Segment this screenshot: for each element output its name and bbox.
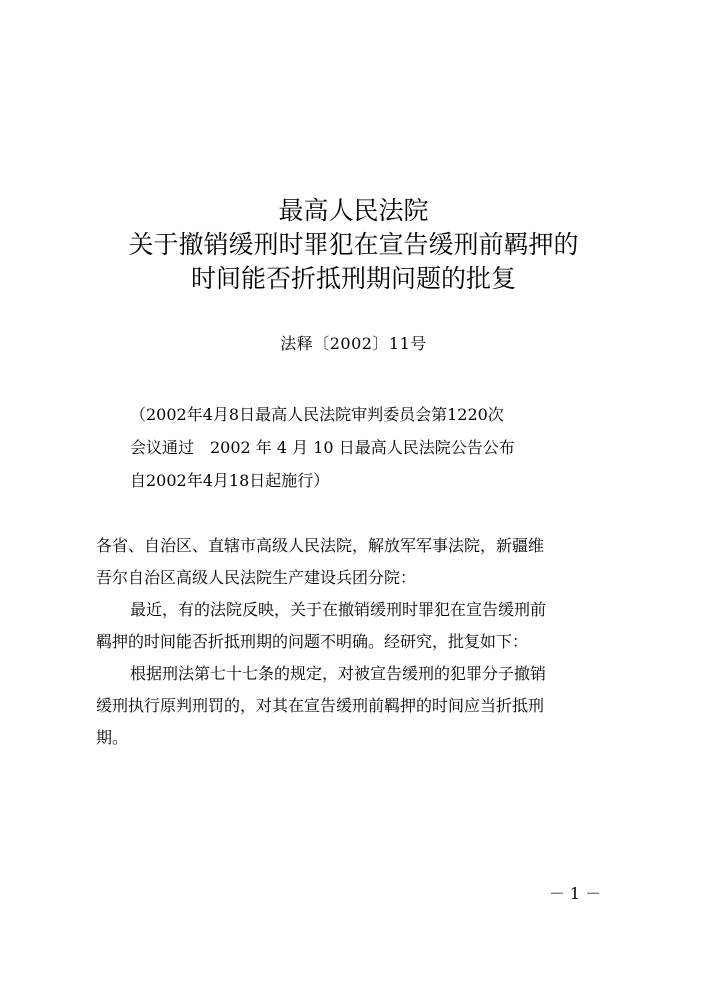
document-body <box>96 530 619 754</box>
title-line-subject: 关于撤销缓刑时罪犯在宣告缓刑前羁押的 <box>128 230 579 259</box>
paragraph-line: 最近，有的法院反映，关于在撤销缓刑时罪犯在宣告缓刑前 <box>130 600 547 619</box>
paragraph-line: 根据刑法第七十七条的规定，对被宣告缓刑的犯罪分子撤销 <box>130 664 547 683</box>
paragraph-line: 羁押的时间能否折抵刑期的问题不明确。经研究，批复如下： <box>96 632 529 651</box>
addressee-line: 吾尔自治区高级人民法院生产建设兵团分院： <box>96 568 417 587</box>
title-line-issuer: 最高人民法院 <box>278 196 429 225</box>
addressee <box>96 530 619 594</box>
adoption-note-line: （2002年4月8日最高人民法院审判委员会第1220次 <box>130 405 504 424</box>
addressee-line: 各省、自治区、直辖市高级人民法院，解放军军事法院，新疆维 <box>96 536 545 555</box>
page-number: － 1 － <box>548 884 602 903</box>
document-number: 法释〔2002〕11号 <box>280 334 427 353</box>
adoption-note <box>130 398 600 497</box>
paragraph-line: 期。 <box>96 728 129 747</box>
adoption-note-line: 自2002年4月18日起施行） <box>130 471 330 490</box>
paragraph-reply <box>96 658 619 754</box>
paragraph-inquiry <box>96 594 619 658</box>
title-line-subject-cont: 时间能否折抵刑期问题的批复 <box>190 264 516 293</box>
adoption-note-line: 会议通过 2002 年 4 月 10 日最高人民法院公告公布 <box>130 438 515 457</box>
paragraph-line: 缓刑执行原判刑罚的，对其在宣告缓刑前羁押的时间应当折抵刑 <box>96 696 545 715</box>
document-title <box>0 194 707 296</box>
